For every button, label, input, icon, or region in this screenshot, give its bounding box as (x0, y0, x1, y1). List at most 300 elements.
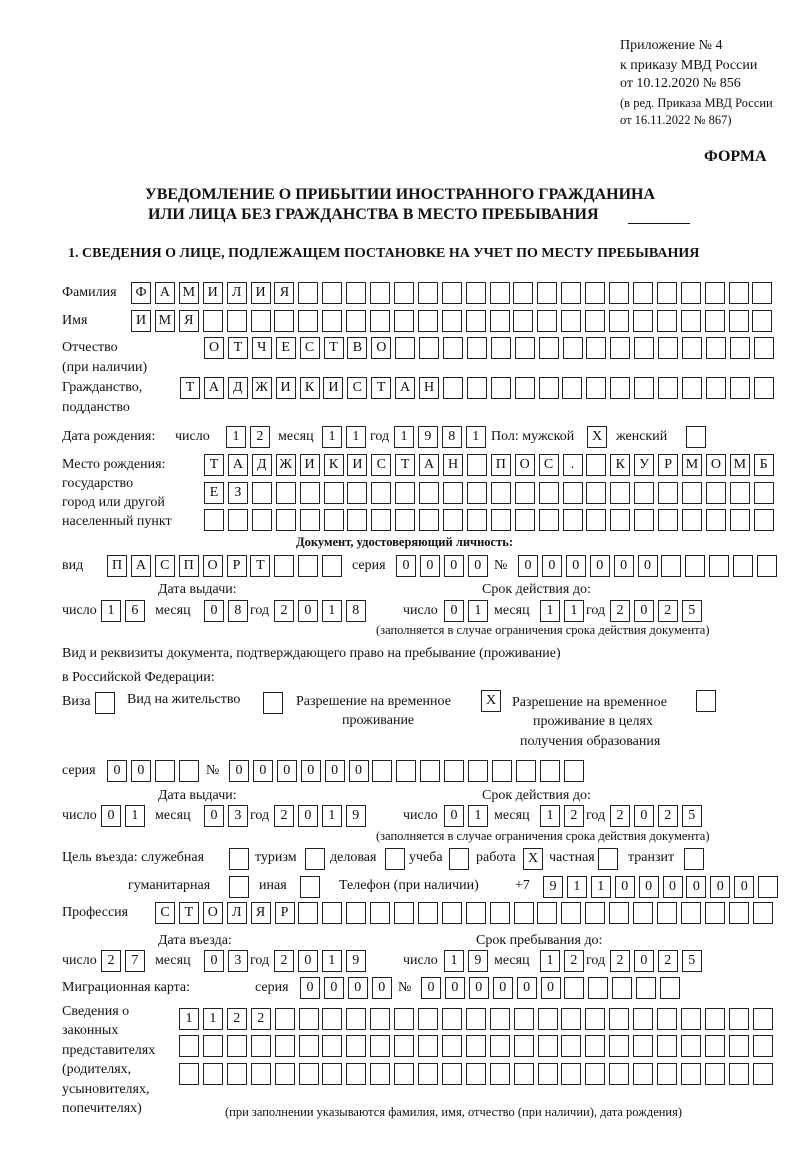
phone-cell[interactable]: 9 (543, 876, 563, 898)
name-cell[interactable] (705, 310, 725, 332)
surname-cell[interactable] (394, 282, 414, 304)
name-cell[interactable]: И (131, 310, 151, 332)
birth-day-cell[interactable]: 2 (250, 426, 270, 448)
representatives-row1-cell[interactable]: 1 (179, 1008, 199, 1030)
birth-place-row1-cell[interactable]: Т (204, 454, 224, 476)
birth-place-row3-cell[interactable] (419, 509, 439, 531)
patronymic-cell[interactable] (467, 337, 487, 359)
birth-place-row2-cell[interactable]: З (228, 482, 248, 504)
birth-place-row2-cell[interactable] (252, 482, 272, 504)
representatives-row2-cell[interactable] (753, 1035, 773, 1057)
representatives-row3-cell[interactable] (681, 1063, 701, 1085)
birth-place-row3-cell[interactable] (276, 509, 296, 531)
surname-cell[interactable] (466, 282, 486, 304)
id-valid-day-cell[interactable]: 0 (444, 600, 464, 622)
birth-place-row2-cell[interactable]: Е (204, 482, 224, 504)
stay-valid-month-cell[interactable]: 1 (540, 805, 560, 827)
patronymic-cell[interactable]: Т (324, 337, 344, 359)
entry-date-year-cell[interactable]: 2 (274, 950, 294, 972)
representatives-row3-cell[interactable] (251, 1063, 271, 1085)
citizenship-cell[interactable] (730, 377, 750, 399)
representatives-row1-cell[interactable] (561, 1008, 581, 1030)
migration-series-cell[interactable]: 0 (348, 977, 368, 999)
birth-place-row3-cell[interactable] (204, 509, 224, 531)
citizenship-cell[interactable] (658, 377, 678, 399)
birth-place-row1-cell[interactable]: Д (252, 454, 272, 476)
stay-number-cell[interactable] (516, 760, 536, 782)
phone-cell[interactable]: 0 (686, 876, 706, 898)
representatives-row2-cell[interactable] (466, 1035, 486, 1057)
stay-valid-day-cell[interactable]: 1 (468, 805, 488, 827)
birth-place-row1-cell[interactable]: И (347, 454, 367, 476)
surname-cell[interactable]: М (179, 282, 199, 304)
id-valid-month-cell[interactable]: 1 (564, 600, 584, 622)
patronymic-cell[interactable] (515, 337, 535, 359)
birth-place-row2-cell[interactable] (300, 482, 320, 504)
temporary-residence-education-checkbox[interactable] (696, 690, 716, 712)
profession-cell[interactable] (442, 902, 462, 924)
profession-cell[interactable] (322, 902, 342, 924)
id-issue-month-cell[interactable]: 0 (204, 600, 224, 622)
profession-cell[interactable] (633, 902, 653, 924)
birth-place-row3-cell[interactable] (539, 509, 559, 531)
id-number-cell[interactable]: 0 (518, 555, 538, 577)
birth-place-row1-cell[interactable]: У (634, 454, 654, 476)
migration-number-cell[interactable]: 0 (445, 977, 465, 999)
stay-until-day-cell[interactable]: 9 (468, 950, 488, 972)
name-cell[interactable]: М (155, 310, 175, 332)
profession-cell[interactable] (585, 902, 605, 924)
patronymic-cell[interactable] (682, 337, 702, 359)
birth-place-row3-cell[interactable] (443, 509, 463, 531)
citizenship-cell[interactable] (586, 377, 606, 399)
citizenship-cell[interactable] (634, 377, 654, 399)
id-valid-day-cell[interactable]: 1 (468, 600, 488, 622)
profession-cell[interactable] (394, 902, 414, 924)
birth-place-row1-cell[interactable] (586, 454, 606, 476)
representatives-row3-cell[interactable] (418, 1063, 438, 1085)
representatives-row2-cell[interactable] (299, 1035, 319, 1057)
id-valid-month-cell[interactable]: 1 (540, 600, 560, 622)
representatives-row2-cell[interactable] (275, 1035, 295, 1057)
profession-cell[interactable] (370, 902, 390, 924)
birth-place-row3-cell[interactable] (634, 509, 654, 531)
name-cell[interactable] (681, 310, 701, 332)
representatives-row3-cell[interactable] (561, 1063, 581, 1085)
surname-cell[interactable]: Я (274, 282, 294, 304)
stay-series-cell[interactable]: 0 (107, 760, 127, 782)
entry-date-year-cell[interactable]: 0 (298, 950, 318, 972)
citizenship-cell[interactable] (610, 377, 630, 399)
id-number-cell[interactable]: 0 (638, 555, 658, 577)
citizenship-cell[interactable]: С (347, 377, 367, 399)
profession-cell[interactable] (657, 902, 677, 924)
birth-place-row3-cell[interactable] (491, 509, 511, 531)
birth-place-row3-cell[interactable] (706, 509, 726, 531)
id-valid-year-cell[interactable]: 5 (682, 600, 702, 622)
stay-valid-day-cell[interactable]: 0 (444, 805, 464, 827)
id-kind-cell[interactable] (274, 555, 294, 577)
representatives-row2-cell[interactable] (179, 1035, 199, 1057)
migration-number-cell[interactable]: 0 (493, 977, 513, 999)
birth-place-row2-cell[interactable] (634, 482, 654, 504)
representatives-row2-cell[interactable] (418, 1035, 438, 1057)
representatives-row1-cell[interactable] (322, 1008, 342, 1030)
birth-place-row1-cell[interactable]: И (300, 454, 320, 476)
name-cell[interactable] (466, 310, 486, 332)
patronymic-cell[interactable]: Ч (252, 337, 272, 359)
migration-number-cell[interactable] (588, 977, 608, 999)
representatives-row3-cell[interactable] (609, 1063, 629, 1085)
entry-date-year-cell[interactable]: 1 (322, 950, 342, 972)
surname-cell[interactable] (729, 282, 749, 304)
representatives-row2-cell[interactable] (490, 1035, 510, 1057)
stay-until-month-cell[interactable]: 2 (564, 950, 584, 972)
representatives-row3-cell[interactable] (394, 1063, 414, 1085)
birth-year-cell[interactable]: 8 (442, 426, 462, 448)
stay-number-cell[interactable]: 0 (349, 760, 369, 782)
citizenship-cell[interactable]: Т (371, 377, 391, 399)
representatives-row1-cell[interactable] (418, 1008, 438, 1030)
representatives-row2-cell[interactable] (561, 1035, 581, 1057)
id-kind-cell[interactable] (298, 555, 318, 577)
representatives-row1-cell[interactable] (346, 1008, 366, 1030)
representatives-row1-cell[interactable] (466, 1008, 486, 1030)
surname-cell[interactable] (322, 282, 342, 304)
birth-place-row2-cell[interactable] (467, 482, 487, 504)
purpose-official-checkbox[interactable] (229, 848, 249, 870)
birth-place-row1-cell[interactable]: Р (658, 454, 678, 476)
id-kind-cell[interactable]: А (131, 555, 151, 577)
stay-number-cell[interactable]: 0 (253, 760, 273, 782)
stay-until-month-cell[interactable]: 1 (540, 950, 560, 972)
migration-series-cell[interactable]: 0 (324, 977, 344, 999)
patronymic-cell[interactable] (706, 337, 726, 359)
representatives-row2-cell[interactable] (585, 1035, 605, 1057)
birth-place-row1-cell[interactable]: П (491, 454, 511, 476)
patronymic-cell[interactable] (634, 337, 654, 359)
birth-place-row1-cell[interactable]: . (563, 454, 583, 476)
representatives-row1-cell[interactable] (729, 1008, 749, 1030)
birth-place-row2-cell[interactable] (371, 482, 391, 504)
sex-male-checkbox[interactable]: X (587, 426, 607, 448)
representatives-row3-cell[interactable] (346, 1063, 366, 1085)
temporary-residence-checkbox[interactable]: X (481, 690, 501, 712)
representatives-row1-cell[interactable] (633, 1008, 653, 1030)
entry-date-year-cell[interactable]: 9 (346, 950, 366, 972)
representatives-row3-cell[interactable] (585, 1063, 605, 1085)
citizenship-cell[interactable]: Н (419, 377, 439, 399)
citizenship-cell[interactable] (443, 377, 463, 399)
birth-place-row1-cell[interactable]: М (730, 454, 750, 476)
stay-number-cell[interactable]: 0 (301, 760, 321, 782)
id-issue-month-cell[interactable]: 8 (228, 600, 248, 622)
profession-cell[interactable] (537, 902, 557, 924)
surname-cell[interactable] (418, 282, 438, 304)
representatives-row3-cell[interactable] (370, 1063, 390, 1085)
birth-place-row1-cell[interactable]: Т (395, 454, 415, 476)
name-cell[interactable] (322, 310, 342, 332)
patronymic-cell[interactable] (754, 337, 774, 359)
citizenship-cell[interactable]: Т (180, 377, 200, 399)
surname-cell[interactable] (752, 282, 772, 304)
stay-number-cell[interactable] (564, 760, 584, 782)
place-of-stay-blank[interactable] (628, 222, 690, 224)
profession-cell[interactable] (561, 902, 581, 924)
visa-checkbox[interactable] (95, 692, 115, 714)
name-cell[interactable] (585, 310, 605, 332)
representatives-row3-cell[interactable] (705, 1063, 725, 1085)
citizenship-cell[interactable] (515, 377, 535, 399)
name-cell[interactable] (394, 310, 414, 332)
purpose-business-checkbox[interactable] (385, 848, 405, 870)
stay-valid-month-cell[interactable]: 2 (564, 805, 584, 827)
birth-place-row3-cell[interactable] (610, 509, 630, 531)
surname-cell[interactable] (705, 282, 725, 304)
migration-number-cell[interactable]: 0 (469, 977, 489, 999)
id-kind-cell[interactable]: Т (250, 555, 270, 577)
birth-year-cell[interactable]: 1 (394, 426, 414, 448)
representatives-row1-cell[interactable] (681, 1008, 701, 1030)
patronymic-cell[interactable]: С (300, 337, 320, 359)
stay-issue-year-cell[interactable]: 0 (298, 805, 318, 827)
profession-cell[interactable] (418, 902, 438, 924)
representatives-row1-cell[interactable]: 2 (251, 1008, 271, 1030)
representatives-row3-cell[interactable] (490, 1063, 510, 1085)
profession-cell[interactable] (466, 902, 486, 924)
representatives-row1-cell[interactable] (370, 1008, 390, 1030)
representatives-row3-cell[interactable] (538, 1063, 558, 1085)
stay-number-cell[interactable] (444, 760, 464, 782)
birth-place-row3-cell[interactable] (658, 509, 678, 531)
id-number-cell[interactable] (685, 555, 705, 577)
patronymic-cell[interactable] (610, 337, 630, 359)
id-kind-cell[interactable] (322, 555, 342, 577)
migration-number-cell[interactable]: 0 (421, 977, 441, 999)
name-cell[interactable] (418, 310, 438, 332)
surname-cell[interactable] (561, 282, 581, 304)
birth-month-cell[interactable]: 1 (322, 426, 342, 448)
birth-place-row3-cell[interactable] (371, 509, 391, 531)
stay-issue-month-cell[interactable]: 0 (204, 805, 224, 827)
representatives-row2-cell[interactable] (251, 1035, 271, 1057)
birth-place-row2-cell[interactable] (658, 482, 678, 504)
name-cell[interactable] (657, 310, 677, 332)
stay-series-cell[interactable] (179, 760, 199, 782)
birth-place-row2-cell[interactable] (324, 482, 344, 504)
id-valid-year-cell[interactable]: 0 (634, 600, 654, 622)
name-cell[interactable] (490, 310, 510, 332)
birth-place-row1-cell[interactable]: О (706, 454, 726, 476)
citizenship-cell[interactable]: И (276, 377, 296, 399)
phone-cell[interactable]: 1 (591, 876, 611, 898)
stay-issue-month-cell[interactable]: 3 (228, 805, 248, 827)
stay-series-cell[interactable]: 0 (131, 760, 151, 782)
birth-place-row3-cell[interactable] (682, 509, 702, 531)
stay-issue-day-cell[interactable]: 0 (101, 805, 121, 827)
purpose-study-checkbox[interactable] (449, 848, 469, 870)
birth-place-row3-cell[interactable] (586, 509, 606, 531)
entry-date-day-cell[interactable]: 2 (101, 950, 121, 972)
id-kind-cell[interactable]: О (203, 555, 223, 577)
entry-date-month-cell[interactable]: 3 (228, 950, 248, 972)
stay-until-year-cell[interactable]: 2 (610, 950, 630, 972)
patronymic-cell[interactable]: В (347, 337, 367, 359)
name-cell[interactable] (513, 310, 533, 332)
birth-place-row2-cell[interactable] (276, 482, 296, 504)
citizenship-cell[interactable]: А (395, 377, 415, 399)
surname-cell[interactable] (346, 282, 366, 304)
citizenship-cell[interactable] (539, 377, 559, 399)
representatives-row3-cell[interactable] (633, 1063, 653, 1085)
phone-cell[interactable]: 1 (567, 876, 587, 898)
migration-number-cell[interactable] (612, 977, 632, 999)
representatives-row3-cell[interactable] (322, 1063, 342, 1085)
birth-place-row3-cell[interactable] (252, 509, 272, 531)
id-kind-cell[interactable]: С (155, 555, 175, 577)
citizenship-cell[interactable] (754, 377, 774, 399)
profession-cell[interactable] (490, 902, 510, 924)
birth-place-row2-cell[interactable] (586, 482, 606, 504)
name-cell[interactable] (203, 310, 223, 332)
representatives-row2-cell[interactable] (203, 1035, 223, 1057)
birth-place-row3-cell[interactable] (754, 509, 774, 531)
name-cell[interactable] (346, 310, 366, 332)
profession-cell[interactable]: О (203, 902, 223, 924)
patronymic-cell[interactable] (419, 337, 439, 359)
birth-year-cell[interactable]: 1 (466, 426, 486, 448)
birth-place-row2-cell[interactable] (754, 482, 774, 504)
surname-cell[interactable] (490, 282, 510, 304)
name-cell[interactable] (752, 310, 772, 332)
surname-cell[interactable] (442, 282, 462, 304)
id-valid-year-cell[interactable]: 2 (658, 600, 678, 622)
citizenship-cell[interactable] (682, 377, 702, 399)
migration-series-cell[interactable]: 0 (300, 977, 320, 999)
surname-cell[interactable] (537, 282, 557, 304)
birth-place-row3-cell[interactable] (515, 509, 535, 531)
representatives-row3-cell[interactable] (466, 1063, 486, 1085)
birth-place-row3-cell[interactable] (563, 509, 583, 531)
id-series-cell[interactable]: 0 (396, 555, 416, 577)
id-issue-year-cell[interactable]: 2 (274, 600, 294, 622)
purpose-other-checkbox[interactable] (300, 876, 320, 898)
id-number-cell[interactable]: 0 (542, 555, 562, 577)
citizenship-cell[interactable] (706, 377, 726, 399)
patronymic-cell[interactable]: О (371, 337, 391, 359)
stay-number-cell[interactable] (420, 760, 440, 782)
representatives-row2-cell[interactable] (538, 1035, 558, 1057)
phone-cell[interactable]: 0 (615, 876, 635, 898)
representatives-row3-cell[interactable] (514, 1063, 534, 1085)
id-issue-year-cell[interactable]: 8 (346, 600, 366, 622)
name-cell[interactable] (251, 310, 271, 332)
migration-series-cell[interactable]: 0 (372, 977, 392, 999)
representatives-row1-cell[interactable] (442, 1008, 462, 1030)
representatives-row2-cell[interactable] (322, 1035, 342, 1057)
name-cell[interactable] (537, 310, 557, 332)
birth-place-row3-cell[interactable] (228, 509, 248, 531)
patronymic-cell[interactable] (443, 337, 463, 359)
birth-place-row2-cell[interactable] (563, 482, 583, 504)
birth-place-row3-cell[interactable] (467, 509, 487, 531)
purpose-humanitarian-checkbox[interactable] (229, 876, 249, 898)
birth-place-row2-cell[interactable] (347, 482, 367, 504)
surname-cell[interactable] (585, 282, 605, 304)
id-issue-day-cell[interactable]: 6 (125, 600, 145, 622)
birth-place-row2-cell[interactable] (539, 482, 559, 504)
id-issue-year-cell[interactable]: 1 (322, 600, 342, 622)
stay-number-cell[interactable] (372, 760, 392, 782)
representatives-row2-cell[interactable] (681, 1035, 701, 1057)
purpose-tourism-checkbox[interactable] (305, 848, 325, 870)
id-kind-cell[interactable]: П (107, 555, 127, 577)
birth-place-row3-cell[interactable] (395, 509, 415, 531)
id-number-cell[interactable]: 0 (614, 555, 634, 577)
birth-place-row1-cell[interactable]: А (419, 454, 439, 476)
patronymic-cell[interactable] (658, 337, 678, 359)
birth-month-cell[interactable]: 1 (346, 426, 366, 448)
purpose-private-checkbox[interactable] (598, 848, 618, 870)
representatives-row2-cell[interactable] (514, 1035, 534, 1057)
birth-place-row3-cell[interactable] (324, 509, 344, 531)
citizenship-cell[interactable] (562, 377, 582, 399)
representatives-row3-cell[interactable] (753, 1063, 773, 1085)
surname-cell[interactable]: Л (227, 282, 247, 304)
patronymic-cell[interactable] (730, 337, 750, 359)
patronymic-cell[interactable]: Е (276, 337, 296, 359)
migration-number-cell[interactable]: 0 (541, 977, 561, 999)
profession-cell[interactable]: С (155, 902, 175, 924)
citizenship-cell[interactable]: И (323, 377, 343, 399)
birth-place-row3-cell[interactable] (300, 509, 320, 531)
id-series-cell[interactable]: 0 (468, 555, 488, 577)
citizenship-cell[interactable] (491, 377, 511, 399)
id-kind-cell[interactable]: Р (227, 555, 247, 577)
representatives-row2-cell[interactable] (609, 1035, 629, 1057)
purpose-transit-checkbox[interactable] (684, 848, 704, 870)
id-number-cell[interactable] (757, 555, 777, 577)
profession-cell[interactable] (681, 902, 701, 924)
representatives-row1-cell[interactable] (585, 1008, 605, 1030)
stay-until-year-cell[interactable]: 5 (682, 950, 702, 972)
profession-cell[interactable]: Я (251, 902, 271, 924)
birth-place-row1-cell[interactable]: С (371, 454, 391, 476)
stay-valid-year-cell[interactable]: 2 (610, 805, 630, 827)
birth-place-row1-cell[interactable]: С (539, 454, 559, 476)
surname-cell[interactable]: И (203, 282, 223, 304)
stay-number-cell[interactable] (396, 760, 416, 782)
birth-place-row1-cell[interactable]: А (228, 454, 248, 476)
migration-number-cell[interactable] (564, 977, 584, 999)
patronymic-cell[interactable]: Т (228, 337, 248, 359)
stay-issue-year-cell[interactable]: 2 (274, 805, 294, 827)
migration-number-cell[interactable] (660, 977, 680, 999)
representatives-row1-cell[interactable] (705, 1008, 725, 1030)
surname-cell[interactable] (633, 282, 653, 304)
name-cell[interactable] (298, 310, 318, 332)
birth-place-row2-cell[interactable] (395, 482, 415, 504)
profession-cell[interactable] (346, 902, 366, 924)
name-cell[interactable] (729, 310, 749, 332)
name-cell[interactable] (227, 310, 247, 332)
birth-place-row1-cell[interactable]: М (682, 454, 702, 476)
birth-place-row2-cell[interactable] (515, 482, 535, 504)
representatives-row1-cell[interactable] (275, 1008, 295, 1030)
representatives-row3-cell[interactable] (442, 1063, 462, 1085)
representatives-row2-cell[interactable] (633, 1035, 653, 1057)
profession-cell[interactable] (298, 902, 318, 924)
